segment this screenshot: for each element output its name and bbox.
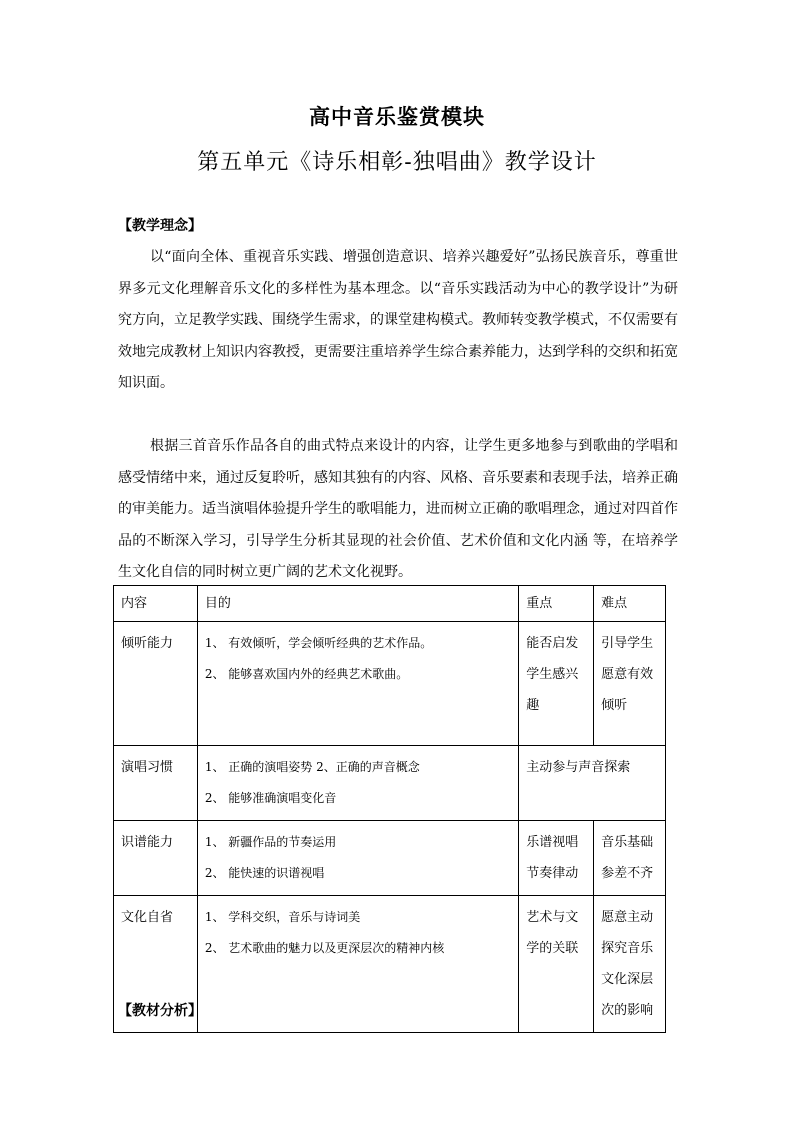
cell-goals: [197, 896, 518, 1033]
goal-item: 1、 学科交织，音乐与诗词美: [204, 910, 361, 924]
document-subtitle: 第五单元《诗乐相彰-独唱曲》教学设计: [197, 150, 597, 175]
cell-key-point: 能否启发学生感兴趣: [519, 622, 594, 746]
goal-item: 1、 正确的演唱姿势 2、正确的声音概念: [204, 760, 420, 774]
table-row: [114, 746, 666, 821]
goal-item: 2、 艺术歌曲的魅力以及更深层次的精神内核: [204, 941, 445, 955]
goal-item: 1、 有效倾听，学会倾听经典的艺术作品。: [204, 636, 433, 650]
table-header-row: [114, 586, 666, 622]
goal-item: 2、 能够喜欢国内外的经典艺术歌曲。: [204, 667, 409, 681]
paragraph-philosophy-1: 以“面向全体、重视音乐实践、增强创造意识、培养兴趣爱好”弘扬民族音乐，尊重世界多元文化理解音乐文化的多样性为基本理念。以“音乐实践活动为中心的教学设计”为研究方向，立足教学实践、围绕学生需求，的课堂建构模式。教师转变教学模式，不仅需要有效地完成教材上知识内容教授，更需要注重培养学生综合素养能力，达到学科的交织和拓宽知识面。: [118, 249, 678, 391]
cell-goals: [197, 821, 518, 896]
cell-content: 倾听能力: [114, 622, 198, 746]
teaching-goals-table: [113, 585, 666, 1033]
cell-difficulty: 愿意主动探究音乐文化深层次的影响: [594, 896, 666, 1033]
cell-difficulty: 引导学生愿意有效倾听: [594, 622, 666, 746]
header-difficulty: 难点: [594, 586, 666, 622]
cell-key-point: 艺术与文学的关联: [519, 896, 594, 1033]
goal-item: 1、 新疆作品的节奏运用: [204, 835, 337, 849]
header-goal: 目的: [197, 586, 518, 622]
cell-content: 演唱习惯: [114, 746, 198, 821]
cell-content: 文化自省: [114, 896, 198, 1033]
section-heading-material: 【教材分析】: [118, 1003, 202, 1019]
header-content: 内容: [114, 586, 198, 622]
goal-item: 2、 能快速的识谱视唱: [204, 866, 325, 880]
paragraph-philosophy-2: 根据三首音乐作品各自的曲式特点来设计的内容，让学生更多地参与到歌曲的学唱和感受情绪中来，通过反复聆听，感知其独有的内容、风格、音乐要素和表现手法，培养正确的审美能力。适当演唱体验提升学生的歌唱能力，进而树立正确的歌唱理念，通过对四首作品的不断深入学习，引导学生分析其显现的社会价值、艺术价值和文化内涵 等，在培养学生文化自信的同时树立更广阔的艺术文化视野。: [118, 438, 678, 580]
section-heading-philosophy: 【教学理念】: [118, 218, 202, 234]
cell-content: 识谱能力: [114, 821, 198, 896]
cell-key-point: 乐谱视唱节奏律动: [519, 821, 594, 896]
table-row: [114, 622, 666, 746]
cell-goals: [197, 622, 518, 746]
cell-goals: [197, 746, 518, 821]
cell-key-and-difficulty: 主动参与声音探索: [519, 746, 666, 821]
goal-item: 2、 能够准确演唱变化音: [204, 791, 337, 805]
cell-difficulty: 音乐基础参差不齐: [594, 821, 666, 896]
document-title: 高中音乐鉴赏模块: [309, 104, 485, 129]
table-row: [114, 821, 666, 896]
header-key-point: 重点: [519, 586, 594, 622]
